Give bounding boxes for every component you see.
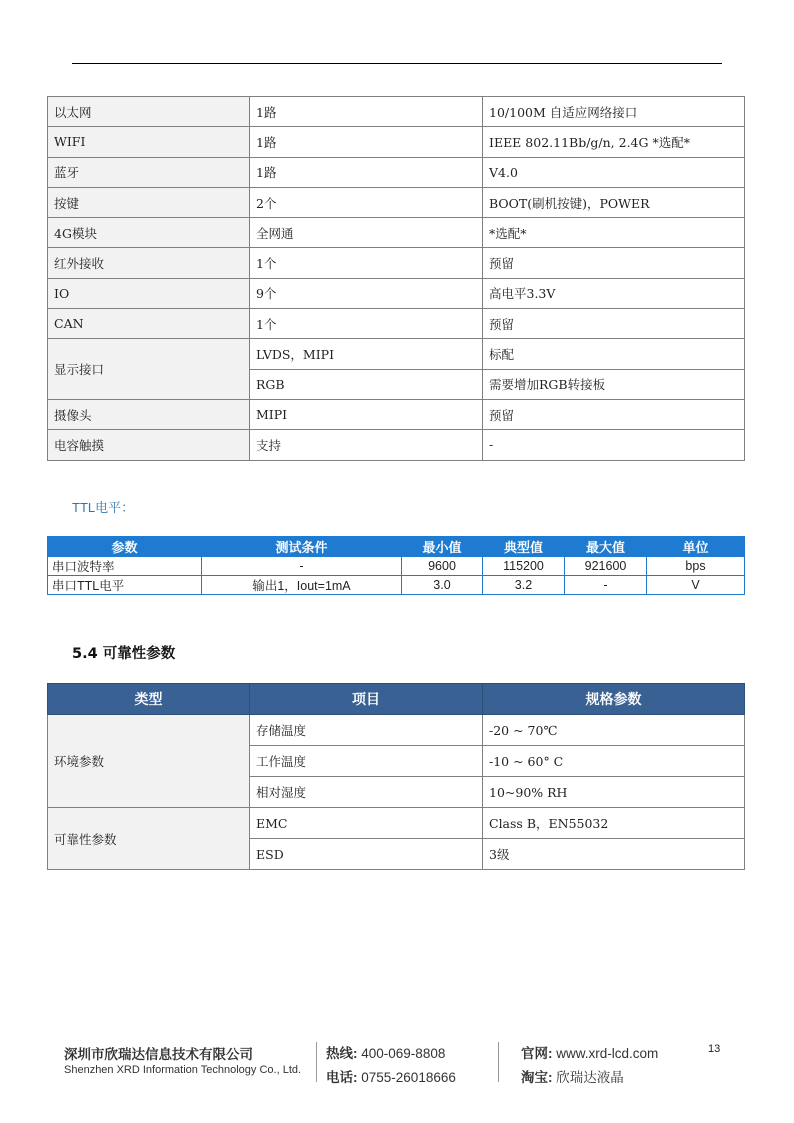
reliability-table bbox=[47, 683, 745, 870]
spec-name: 电容触摸 bbox=[48, 430, 250, 460]
table-cell: 3.0 bbox=[402, 576, 483, 595]
spec-name: 按键 bbox=[48, 187, 250, 217]
spec-note: 标配 bbox=[483, 339, 745, 369]
type-cell: 环境参数 bbox=[48, 715, 250, 808]
spec-name: CAN bbox=[48, 309, 250, 339]
spec-note: 预留 bbox=[483, 248, 745, 278]
table-row bbox=[48, 218, 745, 248]
column-header: 最小值 bbox=[402, 537, 483, 557]
ttl-section-title: TTL电平： bbox=[72, 500, 135, 515]
taobao-store bbox=[521, 1066, 624, 1086]
table-row bbox=[48, 557, 745, 576]
spec-note: V4.0 bbox=[483, 157, 745, 187]
ttl-table bbox=[47, 536, 745, 595]
item-cell: EMC bbox=[250, 808, 483, 839]
company-name-en: Shenzhen XRD Information Technology Co., Ltd. bbox=[64, 1064, 302, 1076]
type-cell: 可靠性参数 bbox=[48, 808, 250, 870]
spec-cell: -10 ~ 60° C bbox=[483, 746, 745, 777]
spec-qty: 2个 bbox=[250, 187, 483, 217]
column-header: 参数 bbox=[48, 537, 202, 557]
item-cell: ESD bbox=[250, 839, 483, 870]
table-cell: 115200 bbox=[483, 557, 565, 576]
footer-divider bbox=[498, 1042, 499, 1082]
spec-name: WIFI bbox=[48, 127, 250, 157]
spec-qty: 9个 bbox=[250, 278, 483, 308]
spec-cell: Class B，EN55032 bbox=[483, 808, 745, 839]
spec-name: 4G模块 bbox=[48, 218, 250, 248]
table-header-row bbox=[48, 537, 745, 557]
table-row bbox=[48, 278, 745, 308]
table-row bbox=[48, 430, 745, 460]
spec-qty: 1路 bbox=[250, 157, 483, 187]
table-cell: - bbox=[202, 557, 402, 576]
taobao-label: 淘宝: bbox=[521, 1070, 553, 1085]
spec-note: - bbox=[483, 430, 745, 460]
header-rule bbox=[72, 63, 722, 64]
spec-cell: 10~90% RH bbox=[483, 777, 745, 808]
website-label: 官网: bbox=[521, 1046, 553, 1061]
spec-name: 红外接收 bbox=[48, 248, 250, 278]
spec-qty: 1路 bbox=[250, 97, 483, 127]
item-cell: 存储温度 bbox=[250, 715, 483, 746]
company-name-cn: 深圳市欣瑞达信息技术有限公司 bbox=[64, 1047, 253, 1062]
spec-qty: LVDS，MIPI bbox=[250, 339, 483, 369]
table-cell: 串口波特率 bbox=[48, 557, 202, 576]
table-cell: V bbox=[647, 576, 745, 595]
table-cell: 3.2 bbox=[483, 576, 565, 595]
column-header: 规格参数 bbox=[483, 684, 745, 715]
spec-note: 预留 bbox=[483, 399, 745, 429]
table-row bbox=[48, 399, 745, 429]
table-row bbox=[48, 715, 745, 746]
phone bbox=[326, 1066, 456, 1086]
table-row bbox=[48, 339, 745, 369]
spec-note: 预留 bbox=[483, 309, 745, 339]
item-cell: 相对湿度 bbox=[250, 777, 483, 808]
spec-name: 蓝牙 bbox=[48, 157, 250, 187]
website-url[interactable]: www.xrd-lcd.com bbox=[556, 1046, 659, 1061]
spec-note: 10/100M 自适应网络接口 bbox=[483, 97, 745, 127]
spec-name: 摄像头 bbox=[48, 399, 250, 429]
spec-note: *选配* bbox=[483, 218, 745, 248]
spec-note: 高电平3.3V bbox=[483, 278, 745, 308]
table-row bbox=[48, 127, 745, 157]
spec-cell: 3级 bbox=[483, 839, 745, 870]
table-cell: - bbox=[565, 576, 647, 595]
taobao-name: 欣瑞达液晶 bbox=[556, 1070, 624, 1085]
spec-qty: 1个 bbox=[250, 309, 483, 339]
hotline bbox=[326, 1042, 445, 1062]
phone-label: 电话: bbox=[326, 1070, 358, 1085]
table-cell: 输出1，Iout=1mA bbox=[202, 576, 402, 595]
spec-qty: 1路 bbox=[250, 127, 483, 157]
table-row bbox=[48, 248, 745, 278]
spec-qty: 全网通 bbox=[250, 218, 483, 248]
table-row bbox=[48, 97, 745, 127]
item-cell: 工作温度 bbox=[250, 746, 483, 777]
page-number: 13 bbox=[708, 1043, 721, 1055]
spec-name: IO bbox=[48, 278, 250, 308]
section-heading: 5.4 可靠性参数 bbox=[72, 646, 176, 662]
footer-divider bbox=[316, 1042, 317, 1082]
spec-cell: -20 ~ 70℃ bbox=[483, 715, 745, 746]
table-header-row bbox=[48, 684, 745, 715]
table-cell: 921600 bbox=[565, 557, 647, 576]
column-header: 典型值 bbox=[483, 537, 565, 557]
column-header: 测试条件 bbox=[202, 537, 402, 557]
spec-qty: MIPI bbox=[250, 399, 483, 429]
page-footer bbox=[0, 1036, 794, 1096]
spec-note: 需要增加RGB转接板 bbox=[483, 369, 745, 399]
spec-qty: 支持 bbox=[250, 430, 483, 460]
table-row bbox=[48, 157, 745, 187]
column-header: 类型 bbox=[48, 684, 250, 715]
spec-name: 以太网 bbox=[48, 97, 250, 127]
hotline-label: 热线: bbox=[326, 1046, 358, 1061]
phone-number: 0755-26018666 bbox=[361, 1070, 456, 1085]
table-row bbox=[48, 808, 745, 839]
table-row bbox=[48, 187, 745, 217]
hotline-number: 400-069-8808 bbox=[361, 1046, 446, 1061]
table-cell: 9600 bbox=[402, 557, 483, 576]
spec-qty: RGB bbox=[250, 369, 483, 399]
column-header: 单位 bbox=[647, 537, 745, 557]
spec-note: IEEE 802.11Bb/g/n, 2.4G *选配* bbox=[483, 127, 745, 157]
table-row bbox=[48, 576, 745, 595]
table-cell: bps bbox=[647, 557, 745, 576]
spec-note: BOOT(刷机按键)，POWER bbox=[483, 187, 745, 217]
column-header: 项目 bbox=[250, 684, 483, 715]
column-header: 最大值 bbox=[565, 537, 647, 557]
spec-name: 显示接口 bbox=[48, 339, 250, 400]
spec-table bbox=[47, 96, 745, 461]
spec-qty: 1个 bbox=[250, 248, 483, 278]
table-cell: 串口TTL电平 bbox=[48, 576, 202, 595]
website bbox=[521, 1042, 658, 1062]
table-row bbox=[48, 309, 745, 339]
